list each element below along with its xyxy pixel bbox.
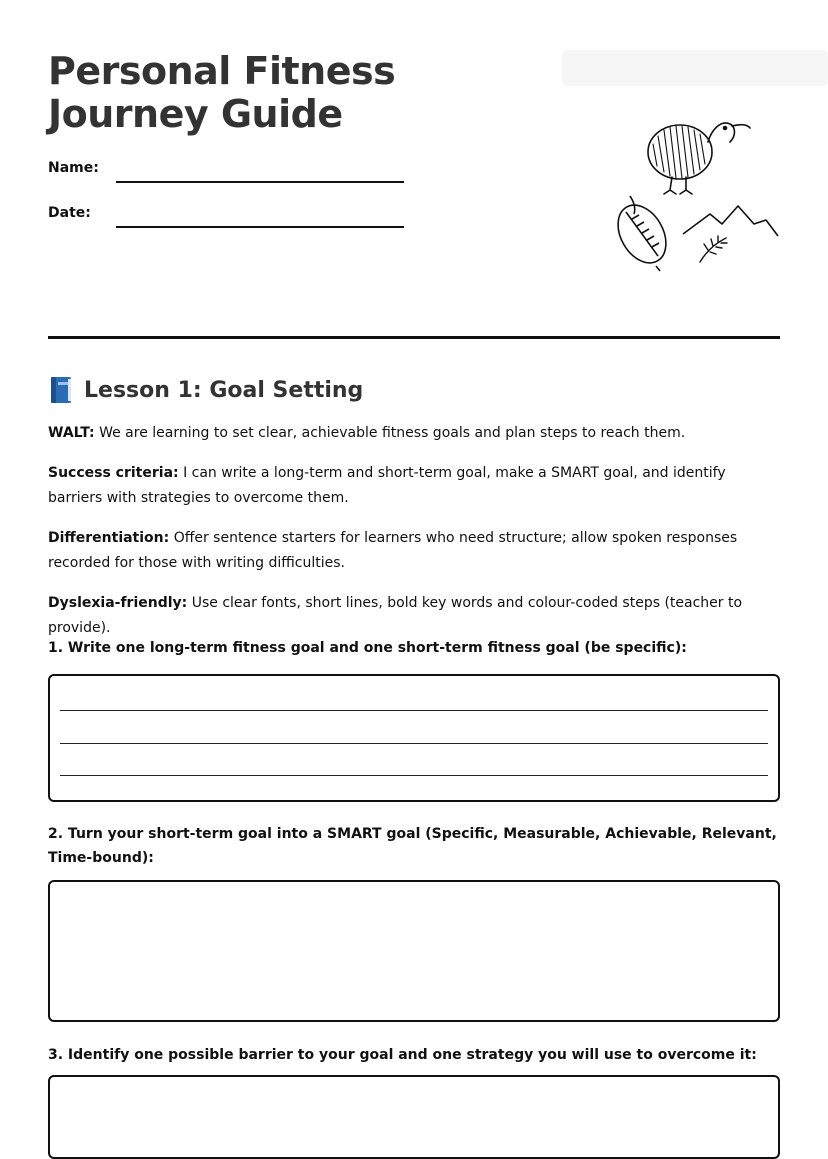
date-label: Date: — [48, 205, 91, 221]
kiwi-illustration — [560, 44, 828, 274]
fern-icon — [700, 236, 727, 262]
success-criteria-paragraph — [48, 461, 780, 511]
differentiation-text: Offer sentence starters for learners who need structure; allow spoken responses recorded for those with writing difficulties. — [48, 530, 738, 571]
differentiation-paragraph — [48, 526, 780, 576]
name-write-line[interactable] — [116, 181, 404, 183]
writing-line[interactable] — [60, 710, 768, 711]
question-3: 3. Identify one possible barrier to your goal and one strategy you will use to overcome it: — [48, 1047, 757, 1063]
dyslexia-friendly-label: Dyslexia-friendly: — [48, 595, 188, 611]
date-field[interactable] — [48, 205, 408, 229]
answer-box-2[interactable] — [48, 880, 780, 1022]
success-criteria-label: Success criteria: — [48, 465, 179, 481]
dyslexia-friendly-paragraph — [48, 591, 780, 641]
walt-paragraph — [48, 421, 780, 446]
lesson-title: Lesson 1: Goal Setting — [84, 377, 364, 403]
kiwi-bird-icon — [648, 123, 750, 194]
dyslexia-friendly-text: Use clear fonts, short lines, bold key words and colour-coded steps (teacher to provide). — [48, 595, 743, 636]
name-field[interactable] — [48, 160, 408, 184]
lesson-heading — [48, 374, 363, 406]
section-divider — [48, 336, 780, 339]
faint-watermark-band — [562, 50, 828, 86]
page-title: Personal Fitness Journey Guide — [48, 49, 396, 136]
success-criteria-text: I can write a long-term and short-term goal, make a SMART goal, and identify barriers with strategies to overcome them. — [48, 465, 726, 506]
question-2: 2. Turn your short-term goal into a SMART goal (Specific, Measurable, Achievable, Relevant, Time-bound): — [48, 826, 777, 866]
differentiation-label: Differentiation: — [48, 530, 170, 546]
walt-text: We are learning to set clear, achievable fitness goals and plan steps to reach them. — [94, 425, 686, 441]
book-icon — [48, 376, 74, 404]
writing-line[interactable] — [60, 743, 768, 744]
answer-box-3[interactable] — [48, 1075, 780, 1159]
name-label: Name: — [48, 160, 99, 176]
walt-label: WALT: — [48, 425, 95, 441]
rugby-ball-icon — [608, 196, 675, 271]
date-write-line[interactable] — [116, 226, 404, 228]
answer-box-1[interactable] — [48, 674, 780, 802]
question-1: 1. Write one long-term fitness goal and one short-term fitness goal (be specific): — [48, 640, 687, 656]
mountains-icon — [683, 206, 778, 236]
writing-line[interactable] — [60, 775, 768, 776]
